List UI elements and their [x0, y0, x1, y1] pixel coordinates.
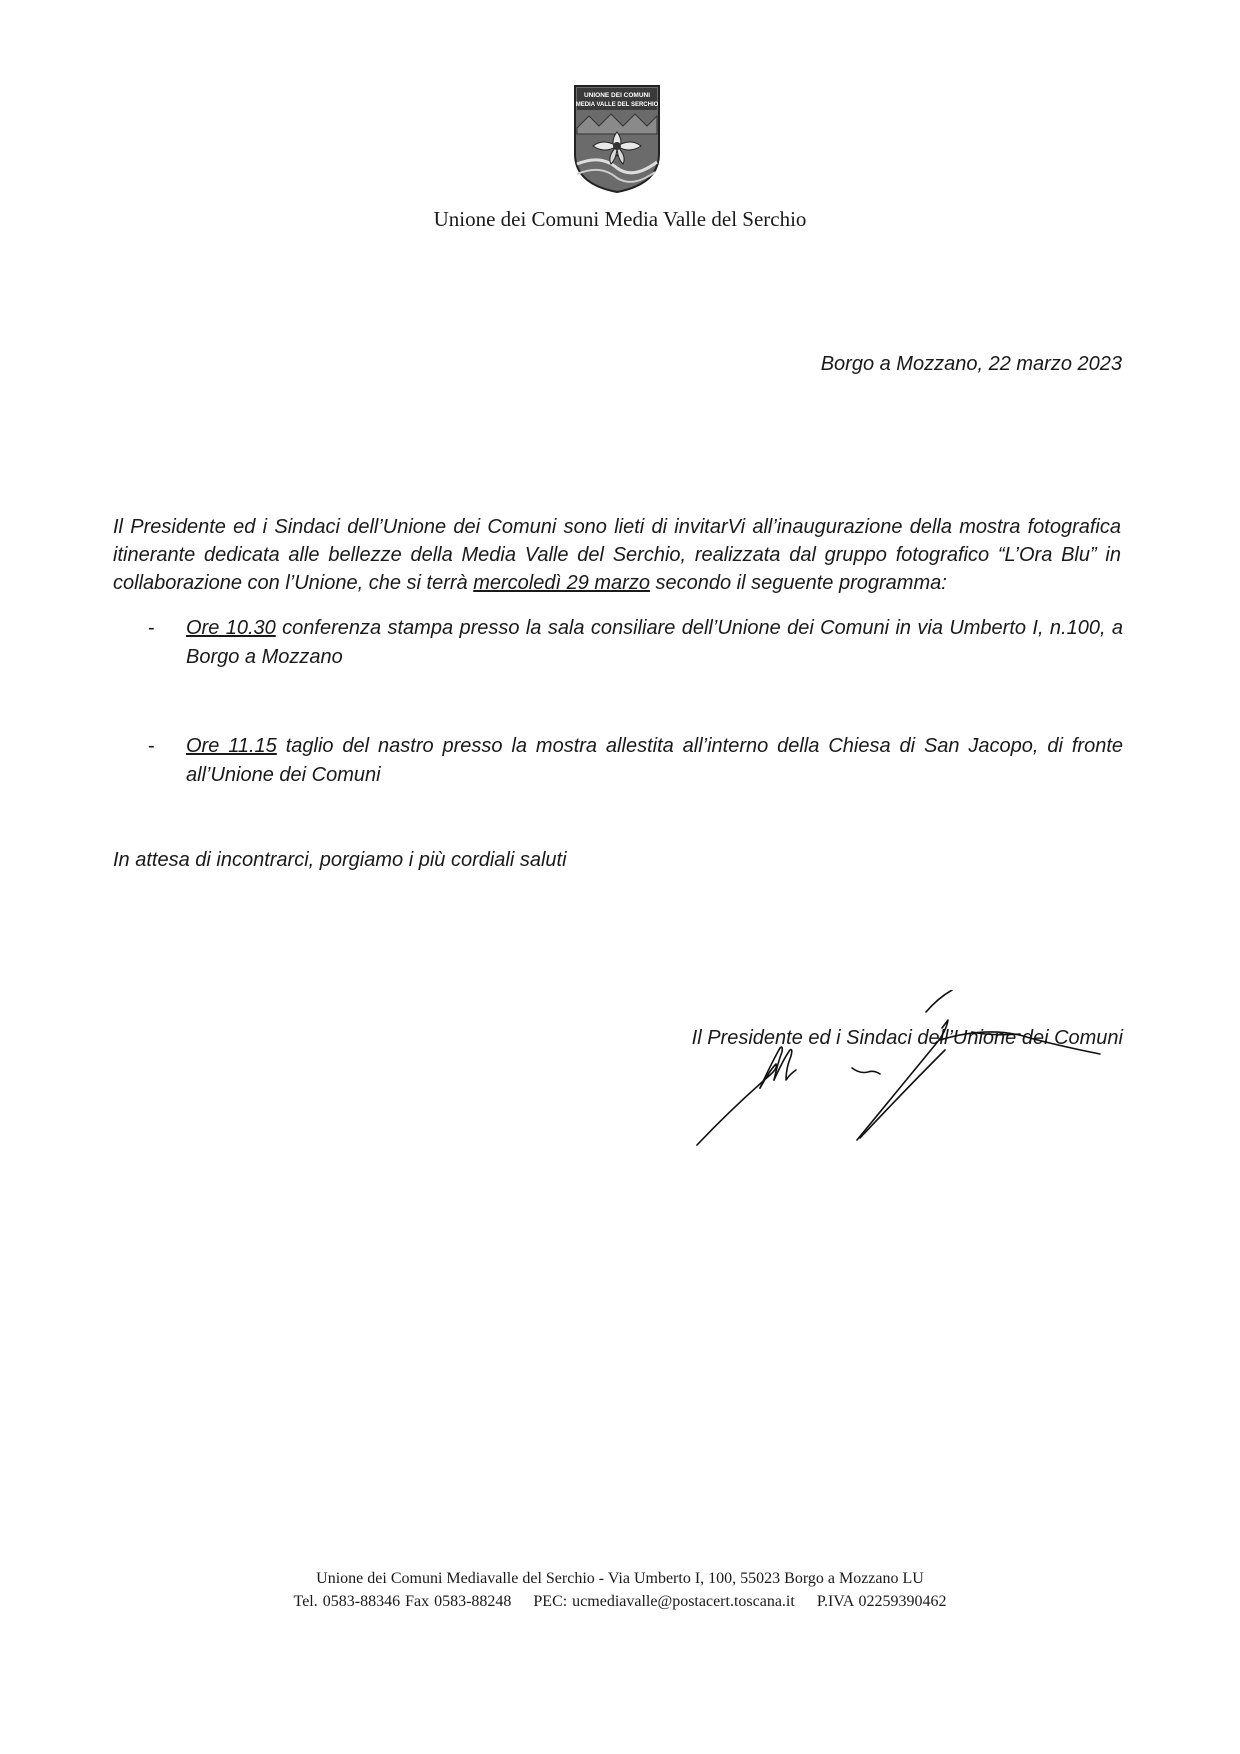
svg-text:UNIONE DEI COMUNI: UNIONE DEI COMUNI	[583, 92, 651, 99]
program-time: Ore 10.30	[186, 617, 276, 639]
program-description: taglio del nastro presso la mostra allestita all’interno della Chiesa di San Jacopo, di fronte all’Unione dei Comuni	[186, 735, 1123, 786]
footer-pec: PEC: ucmediavalle@postacert.toscana.it	[533, 1593, 795, 1610]
footer-address: Unione dei Comuni Mediavalle del Serchio - Via Umberto I, 100, 55023 Borgo a Mozzano LU	[316, 1570, 924, 1587]
date-line: Borgo a Mozzano, 22 marzo 2023	[820, 353, 1122, 375]
list-dash: -	[148, 617, 155, 639]
program-description: conferenza stampa presso la sala consiliare dell’Unione dei Comuni in via Umberto I, n.100, a Borgo a Mozzano	[186, 617, 1123, 668]
organization-name: Unione dei Comuni Media Valle del Serchio	[433, 207, 807, 231]
signature-caption: Il Presidente ed i Sindaci dell’Unione dei Comuni	[691, 1027, 1123, 1049]
invitation-paragraph	[113, 513, 1121, 597]
program-item-text	[186, 732, 1123, 790]
coat-of-arms-logo	[571, 84, 663, 194]
svg-text:MEDIA VALLE DEL SERCHIO: MEDIA VALLE DEL SERCHIO	[575, 102, 659, 108]
program-item-text	[186, 614, 1123, 672]
program-time: Ore 11.15	[186, 735, 277, 757]
list-dash: -	[148, 735, 155, 757]
closing-line: In attesa di incontrarci, porgiamo i più cordiali saluti	[113, 849, 567, 871]
intro-text-end: secondo il seguente programma:	[649, 572, 947, 594]
event-date: mercoledì 29 marzo	[473, 572, 650, 594]
footer-piva: P.IVA 02259390462	[816, 1593, 947, 1610]
handwritten-signature	[690, 990, 1120, 1150]
footer-contacts	[0, 1593, 1240, 1611]
intro-text: Il Presidente ed i Sindaci dell’Unione dei Comuni sono lieti di invitarVi all’inaugurazione della mostra fotografica itinerante dedicata alle bellezze della Media Valle del Serchio, realizzata dal gruppo fotografico “L’Ora Blu” in collaborazione con l’Unione, che si terrà	[113, 516, 1121, 594]
footer-tel-fax: Tel. 0583-88346 Fax 0583-88248	[293, 1593, 512, 1610]
